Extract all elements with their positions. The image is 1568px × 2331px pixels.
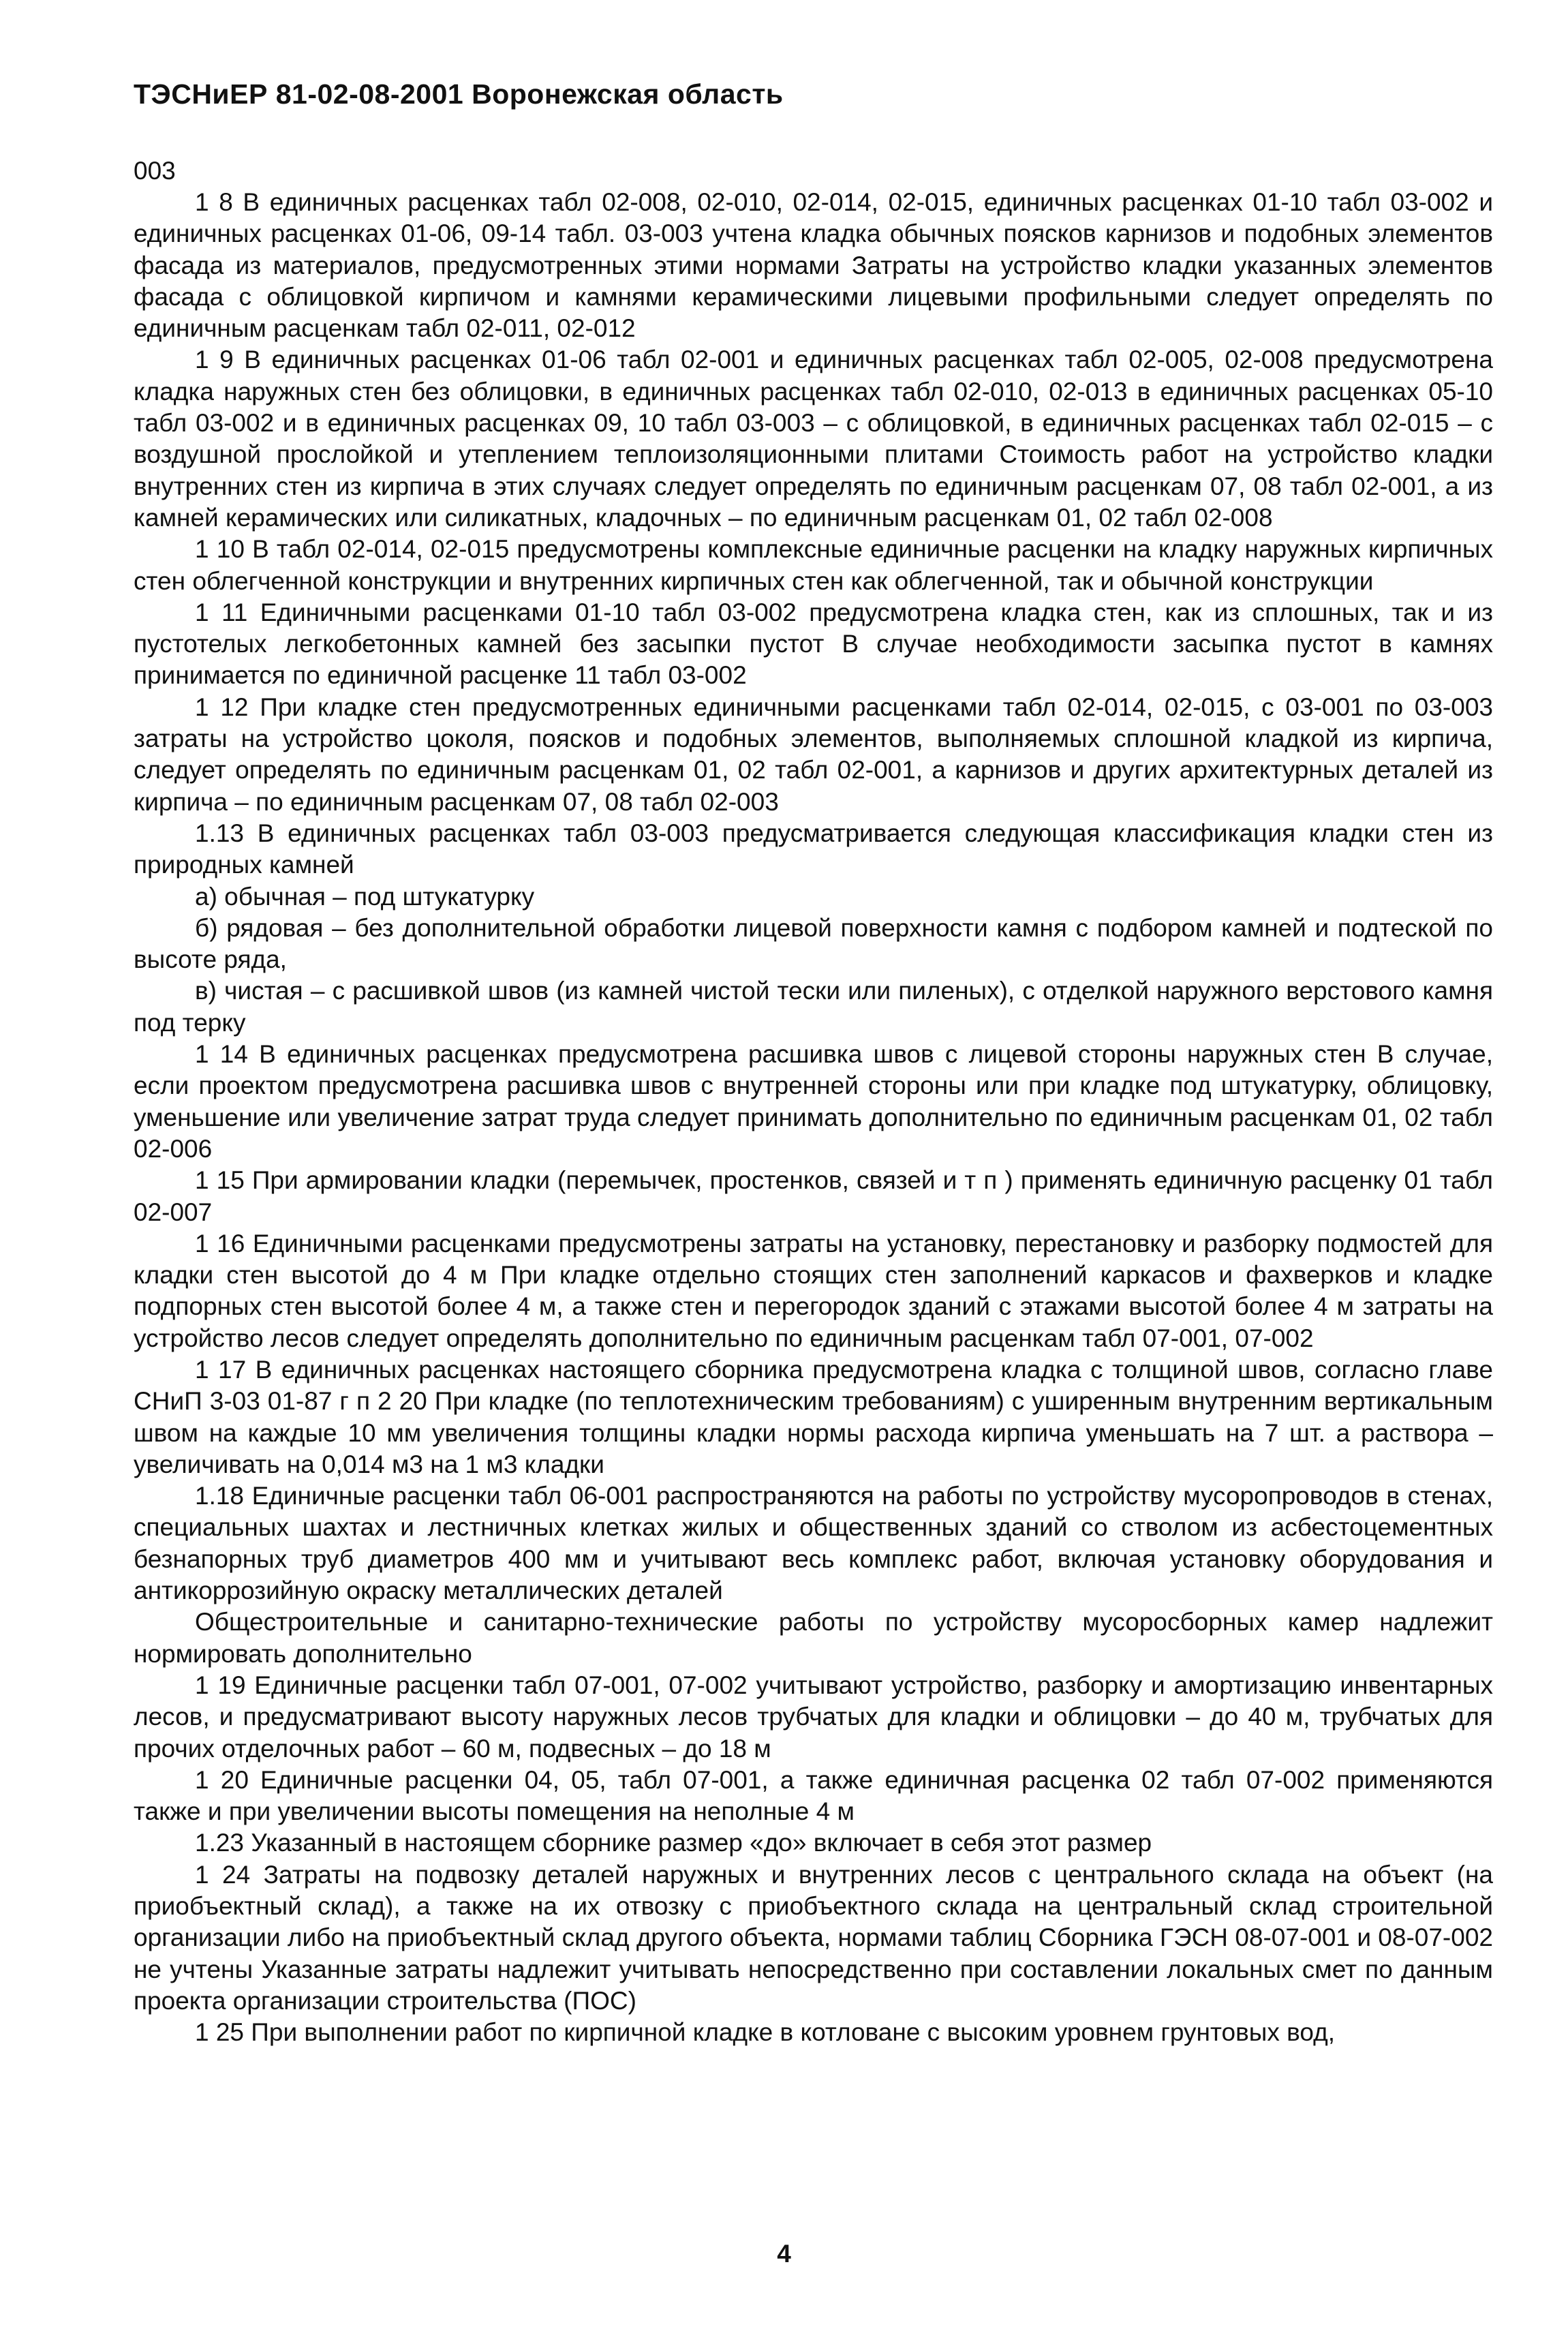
paragraph-1-18: 1.18 Единичные расценки табл 06-001 распространяются на работы по устройству мусоропроводов в стенах, специальных шахтах и лестничных клетках жилых и общественных зданий со стволом из асбестоцементных безнапорных труб диаметров 400 мм и учитывают весь комплекс работ, включая установку оборудования и антикоррозийную окраску металлических деталей: [134, 1482, 1493, 1605]
paragraph-1-10: 1 10 В табл 02-014, 02-015 предусмотрены комплексные единичные расценки на кладку наружных кирпичных стен облегченной конструкции и внутренних кирпичных стен как облегченной, так и обычной конструкции: [134, 535, 1493, 595]
paragraph-1-23: 1.23 Указанный в настоящем сборнике размер «до» включает в себя этот размер: [195, 1829, 1152, 1857]
paragraph-1-17: 1 17 В единичных расценках настоящего сборника предусмотрена кладка с толщиной швов, согласно главе СНиП 3-03 01-87 г п 2 20 При кладке (по теплотехническим требованиям) с уширенным внутренним вертикальным швом на каждые 10 мм увеличения толщины кладки нормы расхода кирпича уменьшать на 7 шт. а раствора – увеличивать на 0,014 м3 на 1 м3 кладки: [134, 1355, 1493, 1478]
paragraph-1-25: 1 25 При выполнении работ по кирпичной кладке в котловане с высоким уровнем грунтовых вод,: [195, 2018, 1335, 2047]
paragraph-1-15: 1 15 При армировании кладки (перемычек, простенков, связей и т п ) применять единичную расценку 01 табл 02-007: [134, 1166, 1493, 1226]
paragraph-1-8: 1 8 В единичных расценках табл 02-008, 02-010, 02-014, 02-015, единичных расценках 01-10 табл 03-002 и единичных расценках 01-06, 09-14 табл. 03-003 учтена кладка обычных поясков карнизов и подобных элементов фасада из материалов, предусмотренных этими нормами Затраты на устройство кладки указанных элементов фасада с облицовкой кирпичом и камнями керамическими лицевыми профильными следует определять по единичным расценкам табл 02-011, 02-012: [134, 188, 1493, 343]
list-item-b: б) рядовая – без дополнительной обработки лицевой поверхности камня с подбором камней и подтеской по высоте ряда,: [134, 913, 1493, 974]
paragraph-1-14: 1 14 В единичных расценках предусмотрена расшивка швов с лицевой стороны наружных стен В случае, если проектом предусмотрена расшивка швов с внутренней стороны или при кладке под штукатурку, облицовку, уменьшение или увеличение затрат труда следует принимать дополнительно по единичным расценкам 01, 02 табл 02-006: [134, 1040, 1493, 1163]
paragraph-1-18-continued: Общестроительные и санитарно-технические работы по устройству мусоросборных камер надлежит нормировать дополнительно: [134, 1608, 1493, 1668]
paragraph-1-11: 1 11 Единичными расценками 01-10 табл 03-002 предусмотрена кладка стен, как из сплошных, так и из пустотелых легкобетонных камней без засыпки пустот В случае необходимости засыпка пустот в камнях принимается по единичной расценке 11 табл 03-002: [134, 598, 1493, 690]
paragraph-1-9: 1 9 В единичных расценках 01-06 табл 02-001 и единичных расценках табл 02-005, 02-008 предусмотрена кладка наружных стен без облицовки, в единичных расценках табл 02-010, 02-013 в единичных расценках 05-10 табл 03-002 и в единичных расценках 09, 10 табл 03-003 – с облицовкой, в единичных расценках табл 02-015 – с воздушной прослойкой и утеплением теплоизоляционными плитами Стоимость работ на устройство кладки внутренних стен из кирпича в этих случаях следует определять по единичным расценкам 07, 08 табл 02-001, а из камней керамических или силикатных, кладочных – по единичным расценкам 01, 02 табл 02-008: [134, 346, 1493, 532]
document-body: [134, 187, 1493, 2049]
document-page: [134, 75, 1493, 2049]
page-number: 4: [777, 2240, 791, 2268]
list-item-a: а) обычная – под штукатурку: [195, 882, 535, 911]
paragraph-1-24: 1 24 Затраты на подвозку деталей наружных и внутренних лесов с центрального склада на объект (на приобъектный склад), а также на их отвозку с приобъектного склада на центральный склад строительной организации либо на приобъектный склад другого объекта, нормами таблиц Сборника ГЭСН 08-07-001 и 08-07-002 не учтены Указанные затраты надлежит учитывать непосредственно при составлении локальных смет по данным проекта организации строительства (ПОС): [134, 1860, 1493, 2015]
paragraph-1-16: 1 16 Единичными расценками предусмотрены затраты на установку, перестановку и разборку подмостей для кладки стен высотой до 4 м При кладке отдельно стоящих стен заполнений каркасов и фахверков и кладке подпорных стен высотой более 4 м, а также стен и перегородок зданий с этажами высотой более 4 м затраты на устройство лесов следует определять дополнительно по единичным расценкам табл 07-001, 07-002: [134, 1229, 1493, 1352]
paragraph-1-20: 1 20 Единичные расценки 04, 05, табл 07-001, а также единичная расценка 02 табл 07-002 применяются также и при увеличении высоты помещения на неполные 4 м: [134, 1765, 1493, 1826]
document-header: ТЭСНиЕР 81-02-08-2001 Воронежская область: [134, 78, 784, 110]
paragraph-1-19: 1 19 Единичные расценки табл 07-001, 07-002 учитывают устройство, разборку и амортизацию инвентарных лесов, и предусматривают высоту наружных лесов трубчатых для кладки и облицовки – до 40 м, трубчатых для прочих отделочных работ – 60 м, подвесных – до 18 м: [134, 1671, 1493, 1763]
lead-line: 003: [134, 157, 176, 185]
paragraph-1-12: 1 12 При кладке стен предусмотренных единичными расценками табл 02-014, 02-015, с 03-001 по 03-003 затраты на устройство цоколя, поясков и подобных элементов, выполняемых сплошной кладкой из кирпича, следует определять по единичным расценкам 01, 02 табл 02-001, а карнизов и других архитектурных деталей из кирпича – по единичным расценкам 07, 08 табл 02-003: [134, 692, 1493, 816]
list-item-v: в) чистая – с расшивкой швов (из камней чистой тески или пиленых), с отделкой наружного верстового камня под терку: [134, 977, 1493, 1037]
paragraph-1-13: 1.13 В единичных расценках табл 03-003 предусматривается следующая классификация кладки стен из природных камней: [134, 819, 1493, 879]
